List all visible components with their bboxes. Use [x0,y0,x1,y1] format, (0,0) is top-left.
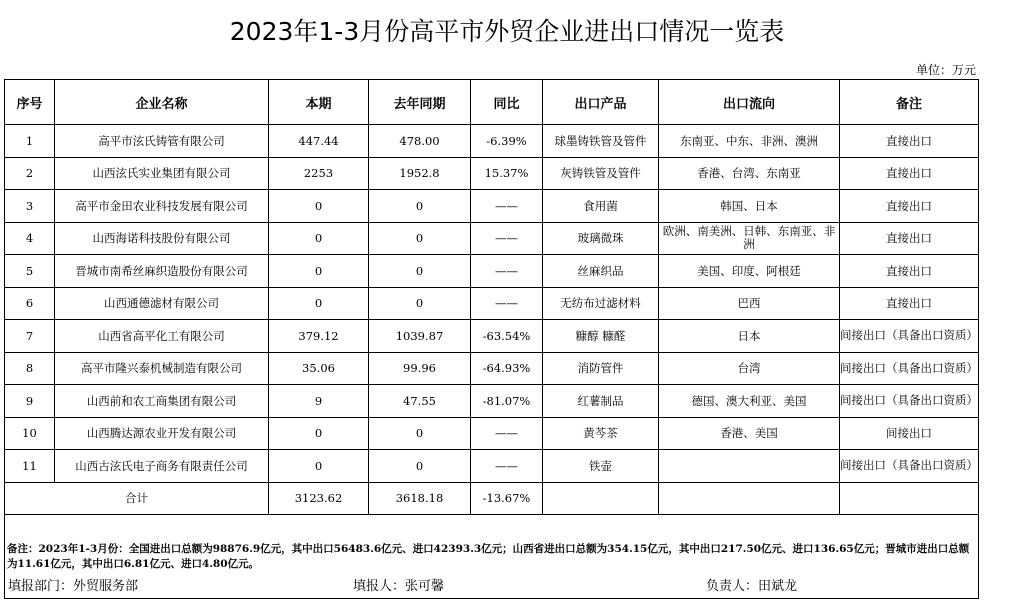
cell-last: 0 [369,450,471,483]
cell-product: 玻璃微珠 [543,222,659,255]
cell-dest: 东南亚、中东、非洲、澳洲 [659,125,840,158]
page-title: 2023年1-3月份高平市外贸企业进出口情况一览表 [229,17,785,46]
total-last: 3618.18 [369,482,471,515]
cell-current: 0 [269,417,369,450]
col-header-current: 本期 [269,80,369,125]
cell-product: 铁壶 [543,450,659,483]
total-empty [659,482,840,515]
note-text: 备注：2023年1-3月份：全国进出口总额为98876.9亿元，其中出口56483.6亿元、进口42393.3亿元；山西省进出口总额为354.15亿元，其中出口217.50亿元、进口136.65亿元；晋城市进出口总额为11.61亿元，其中出口6.81亿元、进口4.80亿元。 [5,515,979,599]
total-current: 3123.62 [269,482,369,515]
cell-remark: 间接出口（具备出口资质） [840,450,979,483]
total-label: 合计 [5,482,269,515]
cell-dest: 巴西 [659,287,840,320]
cell-last: 1952.8 [369,157,471,190]
cell-name: 高平市金田农业科技发展有限公司 [55,190,269,223]
table-row [5,255,979,288]
cell-remark: 直接出口 [840,222,979,255]
total-row [5,482,979,515]
cell-no: 2 [5,157,55,190]
col-header-remark: 备注 [840,80,979,125]
total-empty [543,482,659,515]
cell-yoy: -81.07% [471,385,543,418]
cell-yoy: -64.93% [471,352,543,385]
table-row [5,417,979,450]
cell-current: 0 [269,222,369,255]
cell-remark: 直接出口 [840,255,979,288]
cell-dest: 香港、美国 [659,417,840,450]
cell-product: 黄芩茶 [543,417,659,450]
cell-remark: 间接出口 [840,417,979,450]
table-row [5,125,979,158]
cell-last: 99.96 [369,352,471,385]
cell-current: 35.06 [269,352,369,385]
cell-name: 山西省高平化工有限公司 [55,320,269,353]
cell-dest: 欧洲、南美洲、日韩、东南亚、非洲 [659,222,840,255]
cell-no: 10 [5,417,55,450]
footer-dept: 填报部门：外贸服务部 [8,579,139,594]
cell-product: 红薯制品 [543,385,659,418]
table-row [5,157,979,190]
col-header-name: 企业名称 [55,80,269,125]
table-row [5,352,979,385]
cell-current: 0 [269,450,369,483]
col-header-dest: 出口流向 [659,80,840,125]
cell-dest: 台湾 [659,352,840,385]
cell-dest [659,450,840,483]
cell-last: 0 [369,255,471,288]
cell-yoy: —— [471,190,543,223]
cell-last: 0 [369,190,471,223]
col-header-product: 出口产品 [543,80,659,125]
cell-dest: 美国、印度、阿根廷 [659,255,840,288]
table-row [5,385,979,418]
cell-no: 4 [5,222,55,255]
cell-yoy: —— [471,287,543,320]
cell-name: 山西通德滤材有限公司 [55,287,269,320]
total-yoy: -13.67% [471,482,543,515]
cell-no: 11 [5,450,55,483]
cell-dest: 韩国、日本 [659,190,840,223]
cell-name: 山西前和农工商集团有限公司 [55,385,269,418]
cell-no: 6 [5,287,55,320]
cell-yoy: -63.54% [471,320,543,353]
cell-yoy: -6.39% [471,125,543,158]
cell-yoy: —— [471,417,543,450]
cell-yoy: —— [471,450,543,483]
header-row [5,80,979,125]
cell-last: 478.00 [369,125,471,158]
cell-no: 5 [5,255,55,288]
total-empty [840,482,979,515]
footer-filler: 填报人：张可馨 [353,579,445,594]
cell-name: 高平市泫氏铸管有限公司 [55,125,269,158]
col-header-last: 去年同期 [369,80,471,125]
table-row [5,287,979,320]
unit-label: 单位：万元 [915,63,976,77]
cell-name: 山西腾达源农业开发有限公司 [55,417,269,450]
cell-current: 9 [269,385,369,418]
cell-last: 1039.87 [369,320,471,353]
cell-product: 球墨铸铁管及管件 [543,125,659,158]
cell-remark: 直接出口 [840,287,979,320]
cell-current: 379.12 [269,320,369,353]
cell-remark: 直接出口 [840,157,979,190]
cell-current: 447.44 [269,125,369,158]
cell-last: 0 [369,222,471,255]
table-row [5,222,979,255]
col-header-yoy: 同比 [471,80,543,125]
cell-last: 0 [369,417,471,450]
cell-dest: 德国、澳大利亚、美国 [659,385,840,418]
table-row [5,450,979,483]
cell-name: 高平市隆兴泰机械制造有限公司 [55,352,269,385]
cell-last: 47.55 [369,385,471,418]
cell-yoy: —— [471,222,543,255]
cell-current: 0 [269,287,369,320]
cell-name: 山西泫氏实业集团有限公司 [55,157,269,190]
cell-product: 无纺布过滤材料 [543,287,659,320]
cell-product: 消防管件 [543,352,659,385]
table-row [5,320,979,353]
cell-name: 晋城市南希丝麻织造股份有限公司 [55,255,269,288]
cell-dest: 香港、台湾、东南亚 [659,157,840,190]
cell-name: 山西海诺科技股份有限公司 [55,222,269,255]
cell-no: 9 [5,385,55,418]
note-row [5,515,979,599]
footer-owner: 负责人：田斌龙 [706,579,798,594]
cell-yoy: —— [471,255,543,288]
cell-product: 糠醇 糠醛 [543,320,659,353]
cell-no: 3 [5,190,55,223]
cell-last: 0 [369,287,471,320]
cell-remark: 间接出口（具备出口资质） [840,385,979,418]
col-header-no: 序号 [5,80,55,125]
cell-dest: 日本 [659,320,840,353]
cell-product: 食用菌 [543,190,659,223]
cell-no: 7 [5,320,55,353]
cell-no: 8 [5,352,55,385]
cell-current: 0 [269,255,369,288]
table-row [5,190,979,223]
cell-remark: 直接出口 [840,190,979,223]
cell-yoy: 15.37% [471,157,543,190]
cell-remark: 间接出口（具备出口资质） [840,320,979,353]
cell-name: 山西古泫氏电子商务有限责任公司 [55,450,269,483]
cell-current: 0 [269,190,369,223]
data-table [4,79,979,599]
cell-no: 1 [5,125,55,158]
cell-product: 丝麻织品 [543,255,659,288]
cell-remark: 间接出口（具备出口资质） [840,352,979,385]
cell-product: 灰铸铁管及管件 [543,157,659,190]
cell-remark: 直接出口 [840,125,979,158]
cell-current: 2253 [269,157,369,190]
